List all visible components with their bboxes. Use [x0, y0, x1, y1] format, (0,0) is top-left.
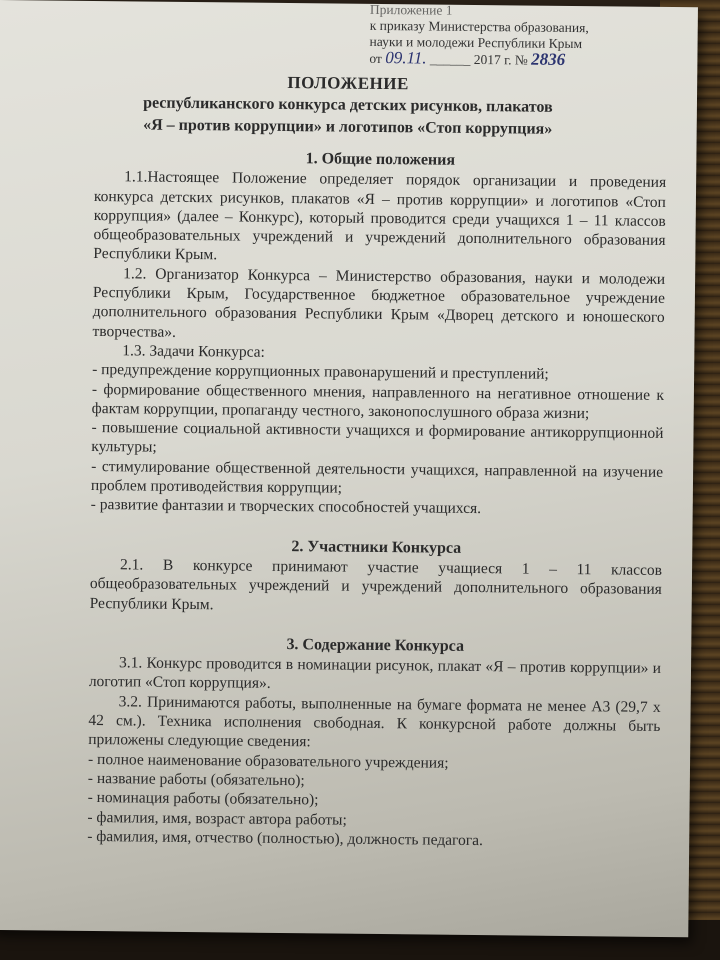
list-item: - повышение социальной активности учащихся и формирование антикоррупционной культуры;: [91, 419, 664, 457]
paragraph-1-2: 1.2. Организатор Конкурса – Министерство образования, науки и молодежи Республики Крым, Государственное бюджетное образовательное учреждение дополнительного образования Республики Крым «Дворец детского и юношеского творчества».: [92, 265, 666, 341]
document-body: [87, 147, 666, 852]
document-title: ПОЛОЖЕНИЕ: [287, 73, 409, 94]
paragraph-1-1: 1.1.Настоящее Положение определяет порядок организации и проведения конкурса детских рисунков, плакатов «Я – против коррупции» и логотипов «Стоп коррупция» (далее – Конкурс), который проводится среди учащихся 1 – 11 классов общеобразовательных учреждений и учреждений дополнительного образования Республики Крым.: [93, 168, 667, 264]
section-heading-participants: 2. Участники Конкурса: [291, 537, 462, 557]
list-item: - полное наименование образовательного учреждения;: [87, 750, 449, 772]
handwritten-order-number: 2836: [531, 49, 566, 69]
order-date-line: [369, 50, 669, 70]
document-title-block: [0, 70, 697, 141]
appendix-label: Приложение 1: [369, 1, 453, 18]
list-item: - название работы (обязательно);: [87, 769, 305, 790]
paragraph-3-1: 3.1. Конкурс проводится в номинации рисунок, плакат «Я – против коррупции» и логотип «Стоп коррупция».: [88, 654, 662, 693]
paragraph-2-1: 2.1. В конкурсе принимают участие учащиеся 1 – 11 классов общеобразовательных учреждений и учреждений дополнительного образования Республики Крым.: [89, 556, 663, 613]
paragraph-3-2: 3.2. Принимаются работы, выполненные на бумаге формата не менее А3 (29,7 х 42 см.). Техника исполнения свободная. К конкурсной работе должны быть приложены следующие сведения:: [88, 693, 661, 751]
order-line-1: к приказу Министерства образования,: [369, 17, 589, 36]
list-item: - предупреждение коррупционных правонарушений и преступлений;: [92, 361, 549, 384]
date-prefix: от: [369, 50, 382, 67]
order-line-2: науки и молодежи Республики Крым: [369, 33, 583, 52]
section-heading-general: 1. Общие положения: [305, 150, 456, 169]
document-subtitle-1: республиканского конкурса детских рисунков, плакатов: [143, 94, 553, 116]
list-item: - фамилия, имя, отчество (полностью), должность педагога.: [87, 827, 484, 849]
list-item: - фамилия, имя, возраст автора работы;: [87, 808, 347, 829]
list-item: - развитие фантазии и творческих способностей учащихся.: [90, 496, 482, 518]
handwritten-date: 09.11.: [385, 48, 427, 68]
section-heading-content: 3. Содержание Конкурса: [286, 635, 465, 655]
paragraph-1-3: 1.3. Задачи Конкурса:: [122, 342, 265, 361]
list-item: - стимулирование общественной деятельности учащихся, направленной на изучение проблем противодействия коррупции;: [90, 457, 664, 497]
list-item: - номинация работы (обязательно);: [87, 789, 319, 809]
date-mid: 2017 г. №: [473, 51, 528, 68]
document-subtitle-2: «Я – против коррупции» и логотипов «Стоп коррупция»: [143, 116, 553, 138]
list-item: - формирование общественного мнения, направленного на негативное отношение к фактам коррупции, пропаганду честного, законопослушного образа жизни;: [91, 380, 664, 423]
order-reference-header: [369, 2, 670, 70]
date-underline: ______: [429, 51, 471, 67]
